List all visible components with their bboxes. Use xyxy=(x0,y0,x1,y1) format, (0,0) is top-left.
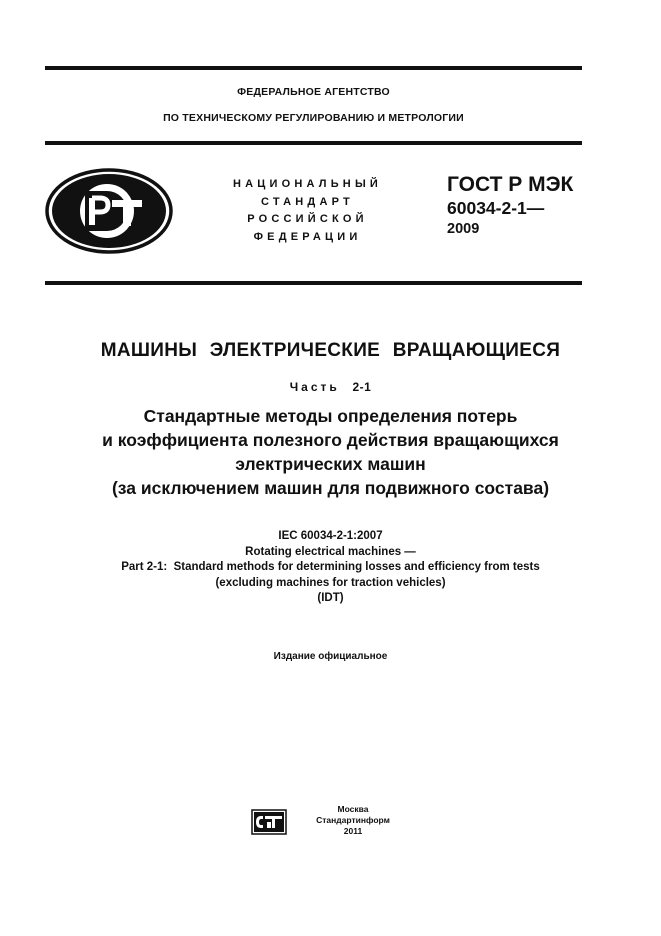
designation-rule xyxy=(45,281,582,285)
designation-prefix: ГОСТ Р МЭК xyxy=(447,173,574,196)
document-subtitle xyxy=(0,404,661,500)
header-rule xyxy=(45,141,582,145)
national-standard-line-1: НАЦИОНАЛЬНЫЙ xyxy=(232,178,383,190)
designation-number: 60034-2-1— xyxy=(447,198,545,218)
iec-line-3: Part 2-1: Standard methods for determining losses and efficiency from tests xyxy=(121,561,540,573)
publisher-name: Стандартинформ xyxy=(316,815,390,825)
iec-line-2: Rotating electrical machines — xyxy=(245,545,416,558)
agency-line-1: ФЕДЕРАЛЬНОЕ АГЕНТСТВО xyxy=(237,86,390,98)
iec-line-1: IEC 60034-2-1:2007 xyxy=(278,530,383,542)
standard-designation xyxy=(447,172,573,239)
national-standard-line-4: ФЕДЕРАЦИИ xyxy=(253,230,362,243)
designation-year: 2009 xyxy=(447,221,480,237)
document-title: МАШИНЫ ЭЛЕКТРИЧЕСКИЕ ВРАЩАЮЩИЕСЯ xyxy=(100,340,561,361)
publisher-block xyxy=(293,804,413,837)
national-standard-line-2: СТАНДАРТ xyxy=(261,195,354,208)
rst-certification-mark-icon xyxy=(45,168,173,259)
international-standard-reference xyxy=(0,529,661,607)
part-heading xyxy=(0,380,661,394)
subtitle-line-3: электрических машин xyxy=(235,454,426,474)
subtitle-line-2: и коэффициента полезного действия вращающихся xyxy=(102,430,559,450)
part-number: 2-1 xyxy=(352,380,372,394)
publisher-year: 2011 xyxy=(343,826,363,836)
iec-line-4: (excluding machines for traction vehicles) xyxy=(215,576,446,589)
national-standard-block xyxy=(200,176,415,246)
subtitle-line-1: Стандартные методы определения потерь xyxy=(143,406,518,426)
part-label: Часть xyxy=(289,380,340,394)
publisher-city: Москва xyxy=(337,804,369,814)
top-rule xyxy=(45,66,582,70)
agency-line-2: ПО ТЕХНИЧЕСКОМУ РЕГУЛИРОВАНИЮ И МЕТРОЛОГИИ xyxy=(163,112,464,124)
subtitle-line-4: (за исключением машин для подвижного состава) xyxy=(111,478,550,498)
iec-line-5: (IDT) xyxy=(317,592,344,604)
standartinform-logo-icon xyxy=(249,808,289,841)
national-standard-line-3: РОССИЙСКОЙ xyxy=(247,213,368,225)
edition-note: Издание официальное xyxy=(273,651,388,662)
